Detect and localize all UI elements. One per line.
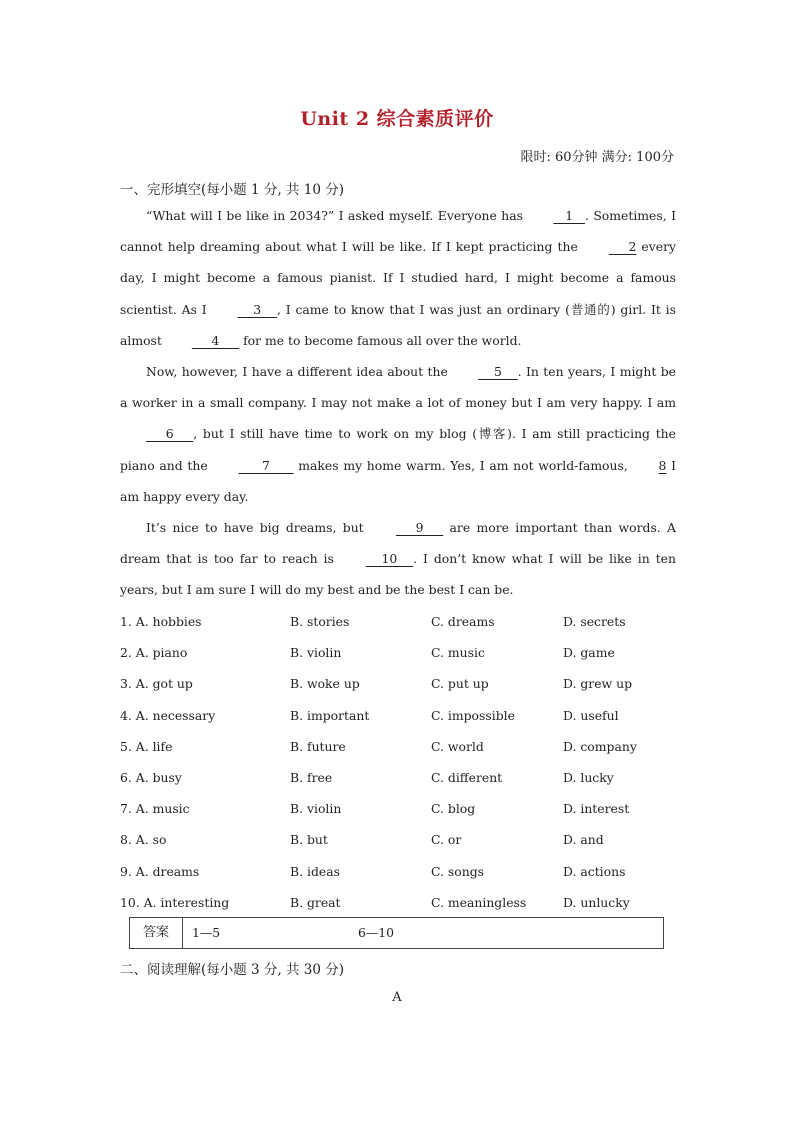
blank-10: 10 [365, 551, 414, 567]
option-b: B. important [290, 707, 370, 723]
option-row [120, 856, 680, 887]
option-row [120, 700, 680, 731]
option-d: D. company [563, 738, 637, 754]
answer-group-1-5[interactable]: 1—5 [192, 925, 221, 940]
blank-7: 7 [238, 457, 294, 473]
text-run: . In ten years, I might be a worker in a small company. I may not make a lot of money but I am very happy. I am [120, 364, 676, 411]
option-c: C. world [431, 738, 484, 754]
reading-part-label: A [392, 990, 402, 1005]
option-a: 3. A. got up [120, 676, 193, 692]
option-b: B. but [290, 832, 328, 848]
option-b: B. ideas [290, 863, 340, 879]
blank-1: 1 [553, 208, 585, 223]
option-c: C. music [431, 645, 485, 661]
option-row [120, 887, 680, 918]
option-a: 6. A. busy [120, 769, 182, 785]
blank-5: 5 [478, 364, 518, 380]
cloze-passage [120, 200, 676, 606]
option-d: D. unlucky [563, 894, 630, 910]
option-row [120, 637, 680, 668]
blank-2: 2 [608, 239, 637, 255]
option-a: 4. A. necessary [120, 707, 216, 723]
passage-paragraph-3 [120, 512, 676, 606]
option-row [120, 793, 680, 824]
option-b: B. free [290, 769, 333, 785]
option-c: C. different [431, 769, 503, 785]
option-c: C. impossible [431, 707, 515, 723]
option-b: B. woke up [290, 676, 360, 692]
blank-8: 8 [658, 457, 667, 473]
option-a: 2. A. piano [120, 645, 188, 661]
text-run: It’s nice to have big dreams, but [146, 520, 370, 536]
text-run: every day, I might become a famous pianist. If I studied hard, I might become a famous scientist. As I [120, 239, 676, 317]
option-d: D. secrets [563, 614, 626, 629]
option-a: 8. A. so [120, 832, 167, 848]
option-d: D. actions [563, 863, 626, 879]
option-c: C. dreams [431, 614, 495, 629]
option-a: 9. A. dreams [120, 863, 200, 879]
option-b: B. stories [290, 614, 350, 629]
option-row [120, 731, 680, 762]
page-title: Unit 2 综合素质评价 [300, 108, 494, 130]
option-d: D. interest [563, 801, 630, 817]
option-b: B. future [290, 738, 346, 754]
option-row [120, 606, 680, 637]
option-row [120, 668, 680, 699]
option-b: B. great [290, 894, 341, 910]
passage-paragraph-2 [120, 356, 676, 512]
option-a: 1. A. hobbies [120, 614, 202, 629]
option-row [120, 762, 680, 793]
option-row [120, 824, 680, 855]
section-heading-cloze: 一、完形填空(每小题 1 分, 共 10 分) [120, 182, 345, 198]
option-a: 7. A. music [120, 801, 190, 817]
answer-box [129, 917, 664, 949]
option-d: D. and [563, 832, 604, 848]
option-b: B. violin [290, 645, 342, 661]
answer-label: 答案 [130, 918, 183, 948]
option-d: D. game [563, 645, 615, 661]
option-d: D. lucky [563, 769, 614, 785]
option-a: 5. A. life [120, 738, 173, 754]
answer-group-6-10[interactable]: 6—10 [358, 925, 395, 940]
options-list [120, 606, 680, 918]
option-b: B. violin [290, 801, 342, 817]
blank-4: 4 [191, 332, 240, 348]
option-d: D. useful [563, 707, 619, 723]
text-run: are more important than words. A dream that is too far to reach is [120, 520, 676, 567]
option-a: 10. A. interesting [120, 894, 230, 910]
option-c: C. or [431, 832, 462, 848]
text-run: . I don’t know what I will be like in ten years, but I am sure I will do my best and be the best I can be. [120, 551, 676, 598]
text-run: I am happy every day. [120, 457, 676, 504]
option-d: D. grew up [563, 676, 633, 692]
text-run: for me to become famous all over the world. [239, 332, 522, 348]
section-heading-reading: 二、阅读理解(每小题 3 分, 共 30 分) [120, 962, 345, 978]
text-run: , I came to know that I was just an ordinary (普通的) girl. It is almost [120, 301, 677, 348]
time-score-limit: 限时: 60分钟 满分: 100分 [520, 150, 674, 165]
blank-9: 9 [395, 520, 444, 536]
text-run: “What will I be like in 2034?” I asked myself. Everyone has [146, 208, 528, 223]
option-c: C. songs [431, 863, 485, 879]
text-run: makes my home warm. Yes, I am not world-famous, [293, 457, 633, 473]
text-run: , but I still have time to work on my blog (博客). I am still practicing the piano and the [120, 426, 676, 473]
option-c: C. meaningless [431, 894, 527, 910]
blank-6: 6 [146, 426, 194, 442]
option-c: C. blog [431, 801, 476, 817]
option-c: C. put up [431, 676, 489, 692]
text-run: . Sometimes, I cannot help dreaming about what I will be like. If I kept practicing the [120, 208, 676, 255]
text-run: Now, however, I have a different idea about the [146, 364, 453, 380]
blank-3: 3 [237, 301, 277, 317]
passage-paragraph-1 [120, 200, 676, 356]
